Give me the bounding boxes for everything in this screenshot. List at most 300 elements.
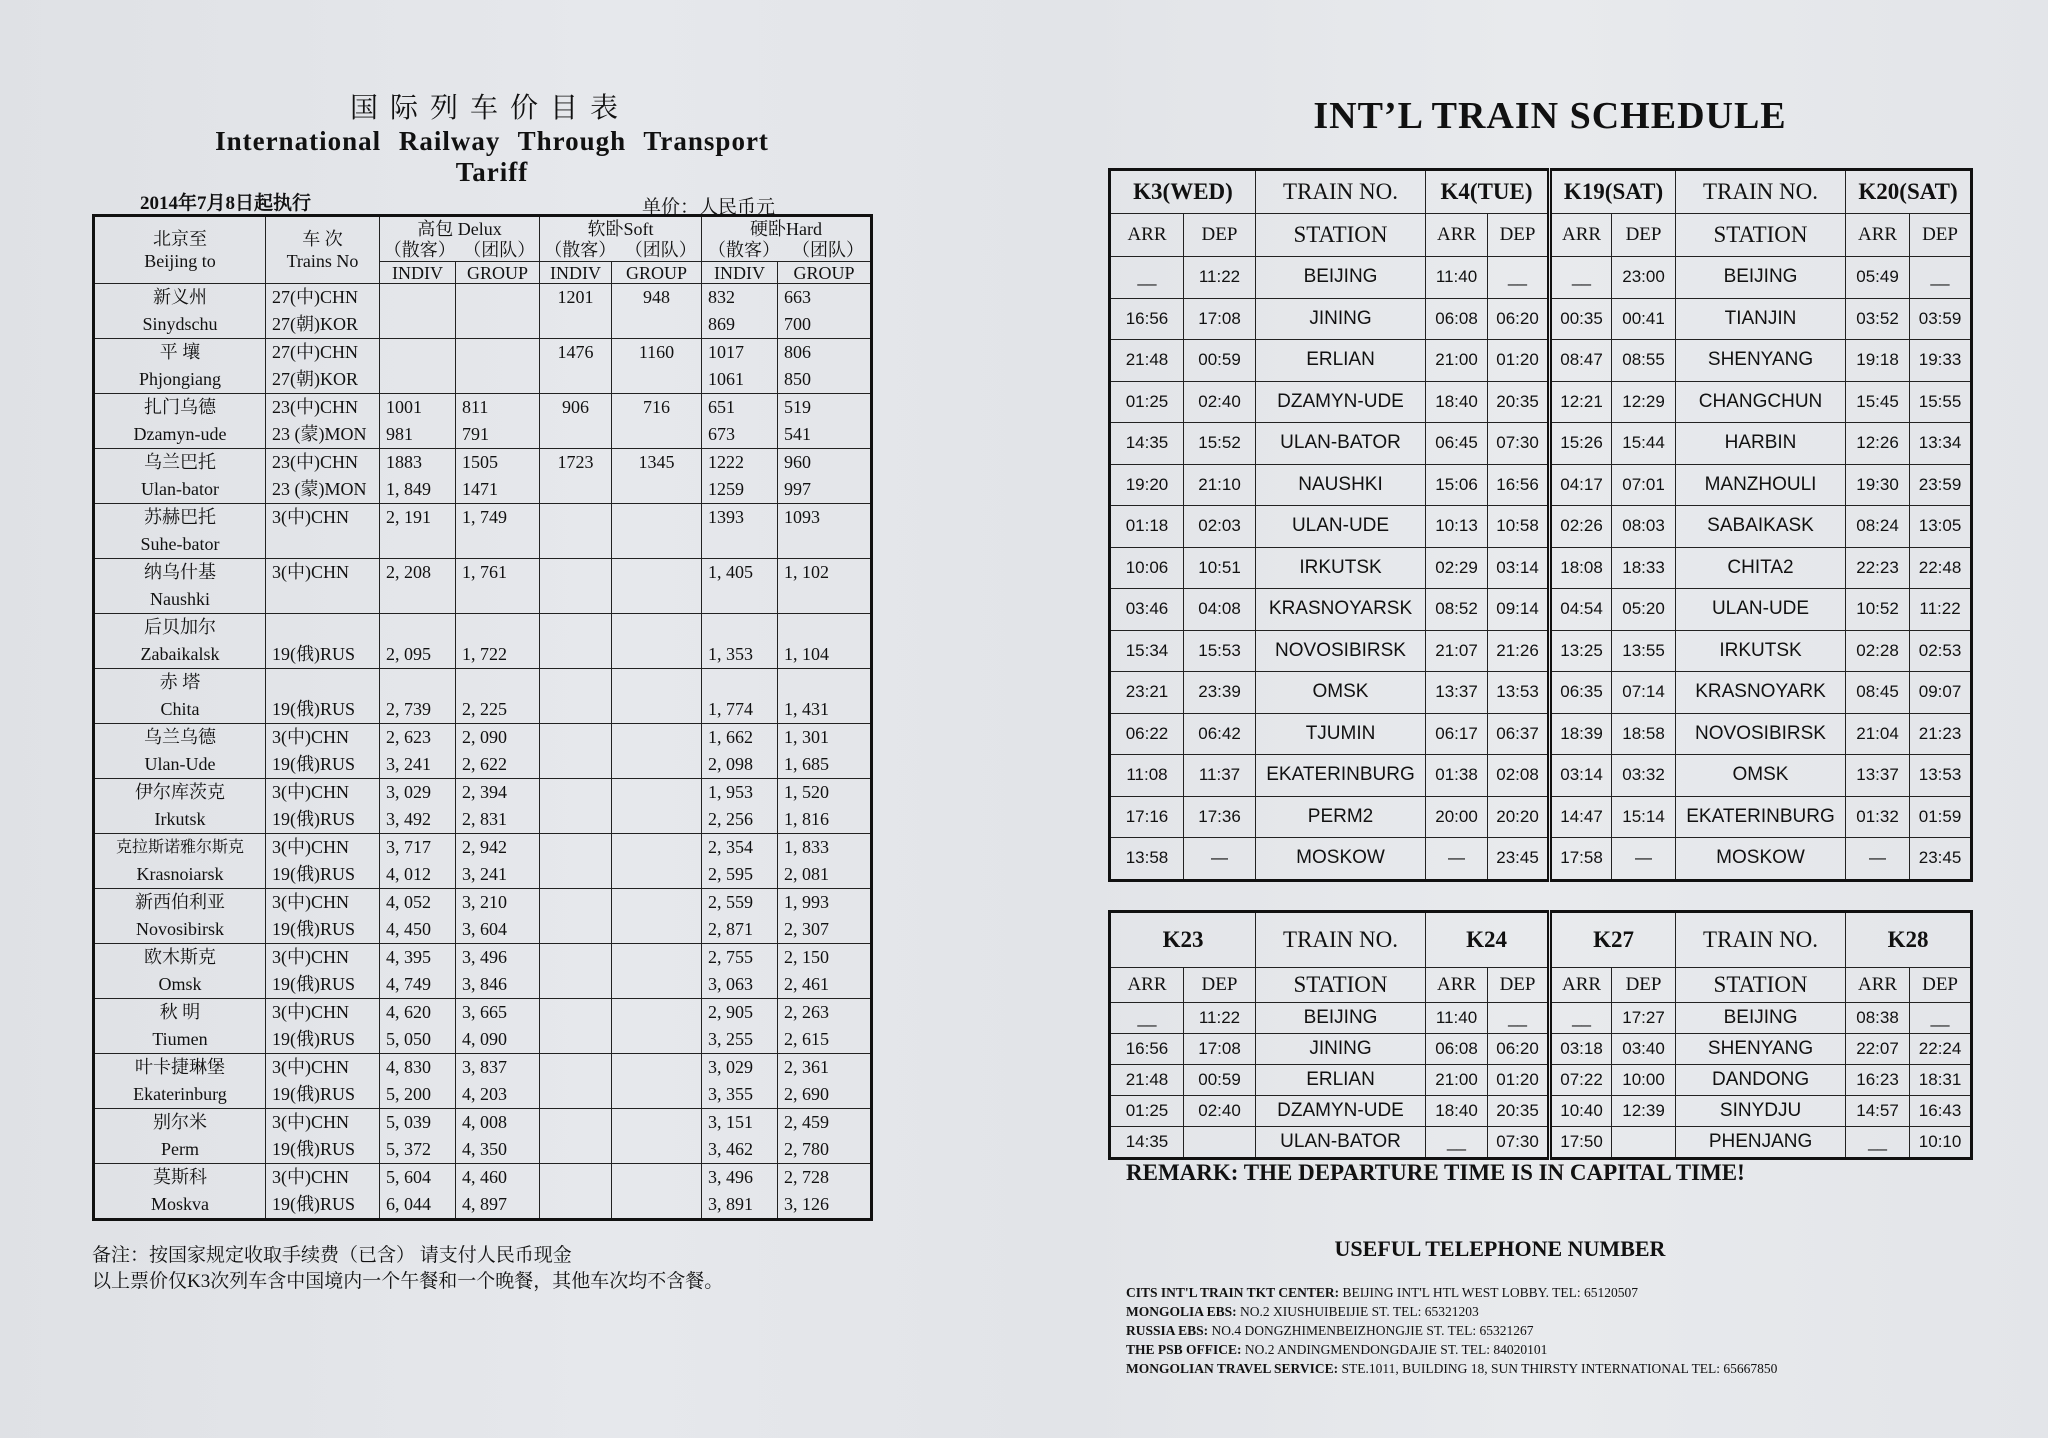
deluxe-group-cell [456, 394, 540, 449]
hard-group-value: 850 [784, 369, 811, 389]
schedule-table-1 [1108, 168, 1973, 882]
schedule-row [1110, 1003, 1972, 1034]
tariff-table [92, 214, 873, 1221]
dep-header: DEP [1184, 968, 1256, 1003]
departure-time: 15:44 [1612, 423, 1676, 465]
soft-indiv-cell [540, 669, 612, 724]
soft-indiv-cell [540, 1164, 612, 1220]
soft-indiv-value [540, 696, 611, 723]
hard-group-cell [778, 1109, 872, 1164]
tariff-unit: 单价：人民币元 [642, 197, 776, 218]
arrival-time: 19:18 [1846, 340, 1910, 382]
dep-header: DEP [1184, 214, 1256, 257]
station-cell: KRASNOYARK [1676, 672, 1846, 714]
trains-value: 3(中)CHN [272, 892, 349, 912]
arrival-time: 11:40 [1426, 1003, 1488, 1034]
departure-time: 08:55 [1612, 340, 1676, 382]
deluxe-group-value: 3, 241 [462, 864, 507, 884]
destination-en: Tiumen [152, 1029, 208, 1049]
header-indiv-cn: （散客） [708, 239, 780, 260]
soft-indiv-value: 1476 [557, 342, 594, 362]
telephone-label: THE PSB OFFICE: [1126, 1342, 1242, 1357]
soft-indiv-value [540, 421, 611, 448]
deluxe-group-value [456, 366, 539, 393]
soft-group-value [612, 531, 701, 558]
trains-value: 3(中)CHN [272, 782, 349, 802]
hard-group-cell [778, 779, 872, 834]
station-cell: ERLIAN [1256, 340, 1426, 382]
arrival-time: 21:04 [1846, 713, 1910, 755]
hard-group-value: 960 [784, 452, 811, 472]
arrival-time: 14:35 [1110, 423, 1184, 465]
soft-indiv-value: 1201 [557, 287, 594, 307]
deluxe-indiv-cell [380, 669, 456, 724]
hard-indiv-cell [702, 339, 778, 394]
arrival-time: 02:29 [1426, 547, 1488, 589]
destination-cn: 乌兰乌德 [144, 727, 216, 747]
deluxe-group-value: 2, 831 [462, 809, 507, 829]
telephone-detail: NO.2 XIUSHUIBEIJIE ST. TEL: 65321203 [1240, 1304, 1479, 1319]
hard-group-value: 1, 685 [784, 754, 829, 774]
departure-time: 06:20 [1488, 298, 1550, 340]
destination-cell [94, 339, 266, 394]
destination-en: Phjongiang [138, 369, 221, 389]
tariff-row [94, 1164, 872, 1220]
trains-cell [266, 1164, 380, 1220]
hard-indiv-cell [702, 834, 778, 889]
tariff-row [94, 944, 872, 999]
deluxe-indiv-value: 1, 849 [386, 479, 431, 499]
departure-time: 20:35 [1488, 381, 1550, 423]
arrival-time: 12:21 [1550, 381, 1612, 423]
arrival-time: 06:45 [1426, 423, 1488, 465]
soft-indiv-value [540, 669, 611, 696]
hard-group-value: 2, 307 [784, 919, 829, 939]
destination-en: Omsk [158, 974, 202, 994]
station-cell: CHANGCHUN [1676, 381, 1846, 423]
hard-group-value: 2, 150 [784, 947, 829, 967]
deluxe-group-cell [456, 724, 540, 779]
hard-indiv-value: 1, 774 [708, 699, 753, 719]
station-cell: SABAIKASK [1676, 506, 1846, 548]
station-cell: DZAMYN-UDE [1256, 381, 1426, 423]
deluxe-indiv-cell [380, 284, 456, 339]
deluxe-group-value [456, 531, 539, 558]
deluxe-indiv-value: 3, 029 [386, 782, 431, 802]
deluxe-indiv-value: 2, 095 [386, 644, 431, 664]
schedule-row [1110, 713, 1972, 755]
hard-indiv-cell [702, 1109, 778, 1164]
destination-cn: 苏赫巴托 [144, 507, 216, 527]
departure-time: 07:30 [1488, 423, 1550, 465]
deluxe-indiv-value [380, 669, 455, 696]
destination-en: Novosibirsk [135, 919, 224, 939]
station-cell: IRKUTSK [1676, 630, 1846, 672]
deluxe-indiv-value: 1001 [386, 397, 422, 417]
hard-indiv-cell [702, 559, 778, 614]
soft-group-value [612, 944, 701, 971]
soft-indiv-value [540, 724, 611, 751]
header-deluxe [380, 216, 540, 262]
hard-indiv-value: 2, 871 [708, 919, 753, 939]
soft-indiv-value [540, 614, 611, 641]
station-cell: MOSKOW [1676, 838, 1846, 881]
deluxe-indiv-value: 4, 052 [386, 892, 431, 912]
station-cell: ULAN-BATOR [1256, 423, 1426, 465]
station-cell: TIANJIN [1676, 298, 1846, 340]
soft-group-value [612, 971, 701, 998]
soft-group-cell [612, 449, 702, 504]
deluxe-group-cell [456, 779, 540, 834]
soft-indiv-cell [540, 1054, 612, 1109]
deluxe-indiv-value: 4, 012 [386, 864, 431, 884]
tariff-row [94, 1054, 872, 1109]
hard-indiv-cell [702, 284, 778, 339]
departure-time: 02:03 [1184, 506, 1256, 548]
tariff-effective-date: 2014年7月8日起执行 [140, 193, 312, 214]
arrival-time: 10:06 [1110, 547, 1184, 589]
schedule-train-header-row [1110, 170, 1972, 214]
arrival-time: 01:38 [1426, 755, 1488, 797]
deluxe-indiv-value [380, 284, 455, 311]
schedule-row [1110, 672, 1972, 714]
station-cell: EKATERINBURG [1676, 796, 1846, 838]
deluxe-group-value [456, 284, 539, 311]
destination-cn: 叶卡捷琳堡 [135, 1057, 225, 1077]
station-cell: EKATERINBURG [1256, 755, 1426, 797]
station-cell: NOVOSIBIRSK [1676, 713, 1846, 755]
arrival-time: 05:49 [1846, 257, 1910, 299]
schedule-row [1110, 340, 1972, 382]
soft-indiv-value [540, 1191, 611, 1218]
trains-cell [266, 449, 380, 504]
hard-indiv-value: 673 [708, 424, 735, 444]
arrival-time: 00:35 [1550, 298, 1612, 340]
departure-time: 13:05 [1910, 506, 1972, 548]
departure-time: 23:39 [1184, 672, 1256, 714]
header-group: GROUP [456, 262, 540, 284]
soft-indiv-value [540, 1081, 611, 1108]
destination-cell [94, 614, 266, 669]
tariff-row [94, 339, 872, 394]
destination-en: Naushki [150, 589, 210, 609]
departure-time: 05:20 [1612, 589, 1676, 631]
schedule-column-header-row [1110, 214, 1972, 257]
soft-group-cell [612, 669, 702, 724]
departure-time: 03:40 [1612, 1034, 1676, 1065]
soft-group-value [612, 1109, 701, 1136]
schedule-row [1110, 796, 1972, 838]
destination-cn: 新西伯利亚 [135, 892, 225, 912]
soft-group-cell [612, 284, 702, 339]
soft-group-value [612, 1081, 701, 1108]
station-cell: BEIJING [1676, 257, 1846, 299]
dep-header: DEP [1488, 214, 1550, 257]
tariff-row [94, 449, 872, 504]
destination-cn: 乌兰巴托 [144, 452, 216, 472]
soft-indiv-value [540, 944, 611, 971]
destination-cell [94, 779, 266, 834]
hard-indiv-value: 1, 953 [708, 782, 753, 802]
hard-group-cell [778, 724, 872, 779]
departure-time: 12:39 [1612, 1096, 1676, 1127]
tariff-row [94, 559, 872, 614]
arrival-time: 16:56 [1110, 1034, 1184, 1065]
arrival-time: 01:25 [1110, 381, 1184, 423]
destination-en: Krasnoiarsk [136, 864, 224, 884]
hard-indiv-value: 1, 662 [708, 727, 753, 747]
arr-header: ARR [1110, 214, 1184, 257]
trains-cell [266, 394, 380, 449]
soft-indiv-value [540, 889, 611, 916]
arrival-time: 14:57 [1846, 1096, 1910, 1127]
station-cell: MANZHOULI [1676, 464, 1846, 506]
arrival-time: 13:37 [1846, 755, 1910, 797]
destination-en: Dzamyn-ude [133, 424, 227, 444]
hard-indiv-cell [702, 999, 778, 1054]
deluxe-indiv-value: 3, 717 [386, 837, 431, 857]
hard-group-value: 2, 461 [784, 974, 829, 994]
destination-cn: 莫斯科 [153, 1167, 207, 1187]
destination-en: Ekaterinburg [133, 1084, 227, 1104]
hard-group-value: 1, 431 [784, 699, 829, 719]
header-from-cn: 北京至 [153, 229, 207, 249]
arr-header: ARR [1550, 968, 1612, 1003]
deluxe-group-cell [456, 1054, 540, 1109]
soft-group-value: 948 [643, 287, 670, 307]
soft-indiv-value [540, 1054, 611, 1081]
soft-indiv-value [540, 916, 611, 943]
trains-value: 19(俄)RUS [272, 1084, 356, 1104]
departure-time: 00:59 [1184, 340, 1256, 382]
destination-en: Moskva [151, 1194, 209, 1214]
departure-time: 15:52 [1184, 423, 1256, 465]
telephone-label: CITS INT'L TRAIN TKT CENTER: [1126, 1285, 1340, 1300]
departure-time: — [1184, 838, 1256, 881]
arrival-time: 22:07 [1846, 1034, 1910, 1065]
deluxe-indiv-value: 981 [386, 424, 413, 444]
soft-indiv-value [540, 971, 611, 998]
destination-en: Perm [161, 1139, 199, 1159]
tariff-row [94, 834, 872, 889]
deluxe-indiv-value: 2, 623 [386, 727, 431, 747]
hard-indiv-value [702, 586, 777, 613]
arrival-time: 16:23 [1846, 1065, 1910, 1096]
departure-time: 23:00 [1612, 257, 1676, 299]
deluxe-indiv-value: 4, 749 [386, 974, 431, 994]
station-cell: DZAMYN-UDE [1256, 1096, 1426, 1127]
deluxe-indiv-value: 5, 604 [386, 1167, 431, 1187]
arrival-time: 19:20 [1110, 464, 1184, 506]
departure-time: 15:14 [1612, 796, 1676, 838]
arrival-time: 13:58 [1110, 838, 1184, 881]
hard-group-cell [778, 999, 872, 1054]
destination-cell [94, 1109, 266, 1164]
hard-indiv-cell [702, 504, 778, 559]
arrival-time: 08:38 [1846, 1003, 1910, 1034]
deluxe-indiv-value: 4, 830 [386, 1057, 431, 1077]
tariff-row [94, 669, 872, 724]
soft-group-value [612, 1191, 701, 1218]
destination-en: Sinydschu [142, 314, 218, 334]
trains-value: 3(中)CHN [272, 1057, 349, 1077]
arrival-time: 08:24 [1846, 506, 1910, 548]
arrival-time: 04:54 [1550, 589, 1612, 631]
departure-time: 10:10 [1910, 1127, 1972, 1159]
departure-time: 04:08 [1184, 589, 1256, 631]
arrival-time: 18:40 [1426, 381, 1488, 423]
station-cell: ULAN-UDE [1676, 589, 1846, 631]
schedule-row [1110, 423, 1972, 465]
departure-time: 09:07 [1910, 672, 1972, 714]
arrival-time: 16:56 [1110, 298, 1184, 340]
deluxe-indiv-value: 5, 200 [386, 1084, 431, 1104]
hard-indiv-value: 2, 905 [708, 1002, 753, 1022]
departure-time: 07:01 [1612, 464, 1676, 506]
train-number-head: K24 [1426, 912, 1550, 968]
trains-value: 3(中)CHN [272, 562, 349, 582]
station-cell: CHITA2 [1676, 547, 1846, 589]
hard-indiv-value: 651 [708, 397, 735, 417]
arrival-time: 19:30 [1846, 464, 1910, 506]
departure-time: __ [1910, 1003, 1972, 1034]
arr-header: ARR [1426, 214, 1488, 257]
deluxe-indiv-value: 4, 450 [386, 919, 431, 939]
soft-indiv-cell [540, 284, 612, 339]
tariff-row [94, 1109, 872, 1164]
schedule-row [1110, 755, 1972, 797]
soft-group-value [612, 999, 701, 1026]
soft-indiv-cell [540, 614, 612, 669]
station-cell: BEIJING [1256, 257, 1426, 299]
header-hard-label: 硬卧Hard [750, 218, 822, 239]
departure-time: 13:34 [1910, 423, 1972, 465]
deluxe-indiv-cell [380, 449, 456, 504]
station-cell: JINING [1256, 1034, 1426, 1065]
departure-time: 07:14 [1612, 672, 1676, 714]
tariff-title-en: International Railway Through Transport Tariff [215, 126, 769, 187]
station-cell: IRKUTSK [1256, 547, 1426, 589]
hard-indiv-cell [702, 1164, 778, 1220]
hard-indiv-value: 3, 063 [708, 974, 753, 994]
soft-group-value [612, 806, 701, 833]
soft-indiv-value [540, 861, 611, 888]
deluxe-indiv-cell [380, 889, 456, 944]
departure-time: 19:33 [1910, 340, 1972, 382]
soft-indiv-value: 1723 [557, 452, 594, 472]
station-cell: OMSK [1256, 672, 1426, 714]
departure-time: 10:51 [1184, 547, 1256, 589]
station-cell: JINING [1256, 298, 1426, 340]
destination-cell [94, 834, 266, 889]
soft-group-value: 1345 [638, 452, 675, 472]
deluxe-group-cell [456, 339, 540, 394]
deluxe-indiv-value: 6, 044 [386, 1194, 431, 1214]
soft-group-value [612, 1054, 701, 1081]
hard-indiv-value [702, 614, 777, 641]
hard-group-value [778, 531, 870, 558]
deluxe-group-value: 3, 604 [462, 919, 507, 939]
hard-indiv-cell [702, 724, 778, 779]
hard-indiv-value: 2, 256 [708, 809, 753, 829]
hard-indiv-cell [702, 614, 778, 669]
hard-indiv-value: 3, 462 [708, 1139, 753, 1159]
hard-group-cell [778, 394, 872, 449]
departure-time: 01:59 [1910, 796, 1972, 838]
station-header: STATION [1256, 968, 1426, 1003]
deluxe-indiv-value [380, 586, 455, 613]
deluxe-group-cell [456, 284, 540, 339]
trains-value: 3(中)CHN [272, 727, 349, 747]
arrival-time: 13:37 [1426, 672, 1488, 714]
soft-group-cell [612, 1164, 702, 1220]
telephone-label: MONGOLIA EBS: [1126, 1304, 1237, 1319]
deluxe-group-value: 4, 008 [462, 1112, 507, 1132]
schedule-row [1110, 506, 1972, 548]
schedule-row [1110, 381, 1972, 423]
departure-time: 06:20 [1488, 1034, 1550, 1065]
arrival-time: 06:35 [1550, 672, 1612, 714]
arrival-time: 03:18 [1550, 1034, 1612, 1065]
hard-group-value: 1, 816 [784, 809, 829, 829]
soft-indiv-value [540, 1109, 611, 1136]
hard-indiv-value: 1017 [708, 342, 744, 362]
station-cell: ERLIAN [1256, 1065, 1426, 1096]
departure-time: 20:20 [1488, 796, 1550, 838]
hard-group-value: 2, 263 [784, 1002, 829, 1022]
destination-cn: 新义州 [153, 287, 207, 307]
soft-indiv-value: 906 [562, 397, 589, 417]
arrival-time: 15:06 [1426, 464, 1488, 506]
arr-header: ARR [1846, 968, 1910, 1003]
departure-time: 18:58 [1612, 713, 1676, 755]
hard-indiv-value: 3, 496 [708, 1167, 753, 1187]
hard-group-value [778, 669, 870, 696]
trains-value: 19(俄)RUS [272, 754, 356, 774]
departure-time: 23:45 [1910, 838, 1972, 881]
departure-time: 12:29 [1612, 381, 1676, 423]
trains-cell [266, 834, 380, 889]
arrival-time: 21:00 [1426, 1065, 1488, 1096]
tariff-row [94, 394, 872, 449]
schedule-row [1110, 547, 1972, 589]
station-cell: ULAN-BATOR [1256, 1127, 1426, 1159]
arrival-time: 18:08 [1550, 547, 1612, 589]
arr-header: ARR [1846, 214, 1910, 257]
destination-cell [94, 944, 266, 999]
station-cell: SHENYANG [1676, 1034, 1846, 1065]
departure-time: 22:48 [1910, 547, 1972, 589]
hard-indiv-cell [702, 889, 778, 944]
departure-time: 11:22 [1184, 1003, 1256, 1034]
deluxe-group-value: 3, 837 [462, 1057, 507, 1077]
header-group-cn: （团队） [624, 239, 697, 260]
hard-indiv-value: 2, 559 [708, 892, 753, 912]
trains-cell [266, 669, 380, 724]
deluxe-indiv-cell [380, 999, 456, 1054]
header-destination [94, 216, 266, 284]
header-deluxe-label: 高包 Delux [417, 218, 502, 239]
deluxe-group-value [456, 614, 539, 641]
deluxe-indiv-value: 5, 039 [386, 1112, 431, 1132]
deluxe-group-value: 3, 496 [462, 947, 507, 967]
deluxe-group-value: 1, 749 [462, 507, 507, 527]
dep-header: DEP [1612, 214, 1676, 257]
departure-time: 18:33 [1612, 547, 1676, 589]
arrival-time: 15:45 [1846, 381, 1910, 423]
station-cell: ULAN-UDE [1256, 506, 1426, 548]
schedule-row [1110, 838, 1972, 881]
